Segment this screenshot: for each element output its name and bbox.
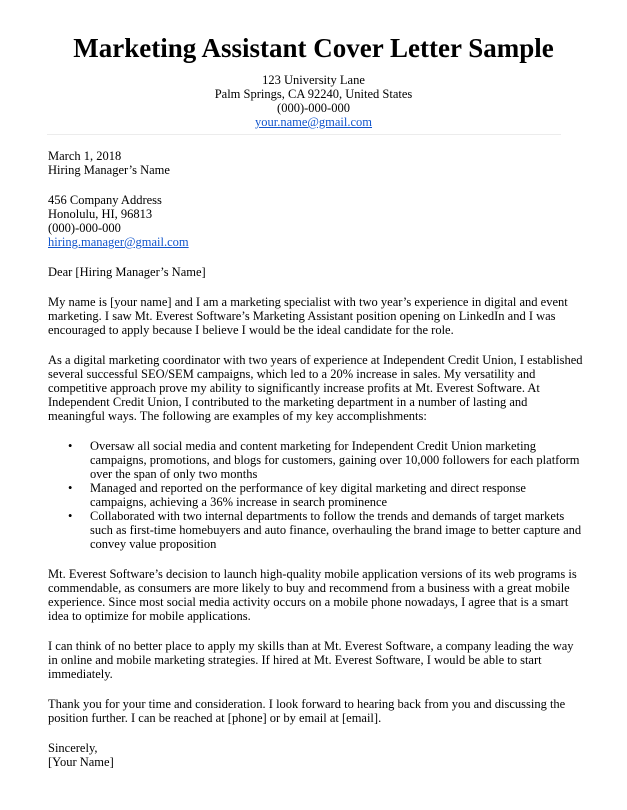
company-city: Honolulu, HI, 96813 bbox=[48, 207, 153, 221]
signoff-block bbox=[48, 741, 585, 769]
letter-paragraph-intro: My name is [your name] and I am a marketing specialist with two year’s experience in digital and event marketing. I saw Mt. Everest Software’s Marketing Assistant position opening on LinkedIn and I was encouraged to apply because I believe I would be the ideal candidate for the role. bbox=[48, 295, 568, 337]
signoff: Sincerely, bbox=[48, 741, 98, 755]
letter-paragraph-experience: As a digital marketing coordinator with two years of experience at Independent Credit Union, I established several successful SEO/SEM campaigns, which led to a 20% increase in sales. My versatility and competitive approach prove my ability to significantly increase profits at Mt. Everest Software. At Independent Credit Union, I contributed to the marketing department in a number of lasting and meaningful ways. The following are examples of my key accomplishments: bbox=[48, 353, 583, 423]
date-recipient-block bbox=[48, 149, 585, 177]
page-title: Marketing Assistant Cover Letter Sample bbox=[73, 33, 554, 63]
recipient-name: Hiring Manager’s Name bbox=[48, 163, 170, 177]
header-email-link[interactable]: your.name@gmail.com bbox=[254, 115, 373, 129]
bullet-item bbox=[90, 481, 585, 509]
company-address: 456 Company Address bbox=[48, 193, 162, 207]
header-address-line2: Palm Springs, CA 92240, United States bbox=[214, 87, 413, 101]
signature-name: [Your Name] bbox=[48, 755, 114, 769]
header-contact-block bbox=[0, 73, 627, 129]
letter-header bbox=[0, 0, 627, 129]
bullet-item bbox=[90, 509, 585, 551]
header-address-line1: 123 University Lane bbox=[262, 73, 365, 87]
letter-body bbox=[0, 149, 627, 769]
salutation: Dear [Hiring Manager’s Name] bbox=[48, 265, 206, 279]
company-phone: (000)-000-000 bbox=[48, 221, 121, 235]
header-divider bbox=[47, 134, 561, 135]
bullet-text: Managed and reported on the performance of key digital marketing and direct response campaigns, achieving a 36% increase in search prominence bbox=[90, 481, 526, 509]
letter-paragraph-company-praise: Mt. Everest Software’s decision to launch high-quality mobile application versions of its web programs is commendable, as consumers are more likely to buy and recommend from a business with a great mobile experience. Since most social media activity occurs on a mobile phone nowadays, I agree that is a smart idea to optimize for mobile applications. bbox=[48, 567, 577, 623]
accomplishments-list bbox=[48, 439, 585, 551]
header-phone: (000)-000-000 bbox=[277, 101, 350, 115]
recipient-email-link[interactable]: hiring.manager@gmail.com bbox=[48, 235, 189, 249]
letter-paragraph-thanks: Thank you for your time and consideration. I look forward to hearing back from you and discussing the position further. I can be reached at [phone] or by email at [email]. bbox=[48, 697, 566, 725]
letter-paragraph-fit: I can think of no better place to apply my skills than at Mt. Everest Software, a company leading the way in online and mobile marketing strategies. If hired at Mt. Everest Software, I would be able to start immediately. bbox=[48, 639, 574, 681]
bullet-text: Collaborated with two internal departments to follow the trends and demands of target markets such as first-time homebuyers and auto finance, overhauling the brand image to better capture and convey value proposition bbox=[90, 509, 582, 551]
bullet-item bbox=[90, 439, 585, 481]
bullet-text: Oversaw all social media and content marketing for Independent Credit Union marketing campaigns, promotions, and blogs for customers, gaining over 10,000 followers for each platform over the span of only two months bbox=[90, 439, 580, 481]
company-address-block bbox=[48, 193, 585, 249]
letter-date: March 1, 2018 bbox=[48, 149, 122, 163]
